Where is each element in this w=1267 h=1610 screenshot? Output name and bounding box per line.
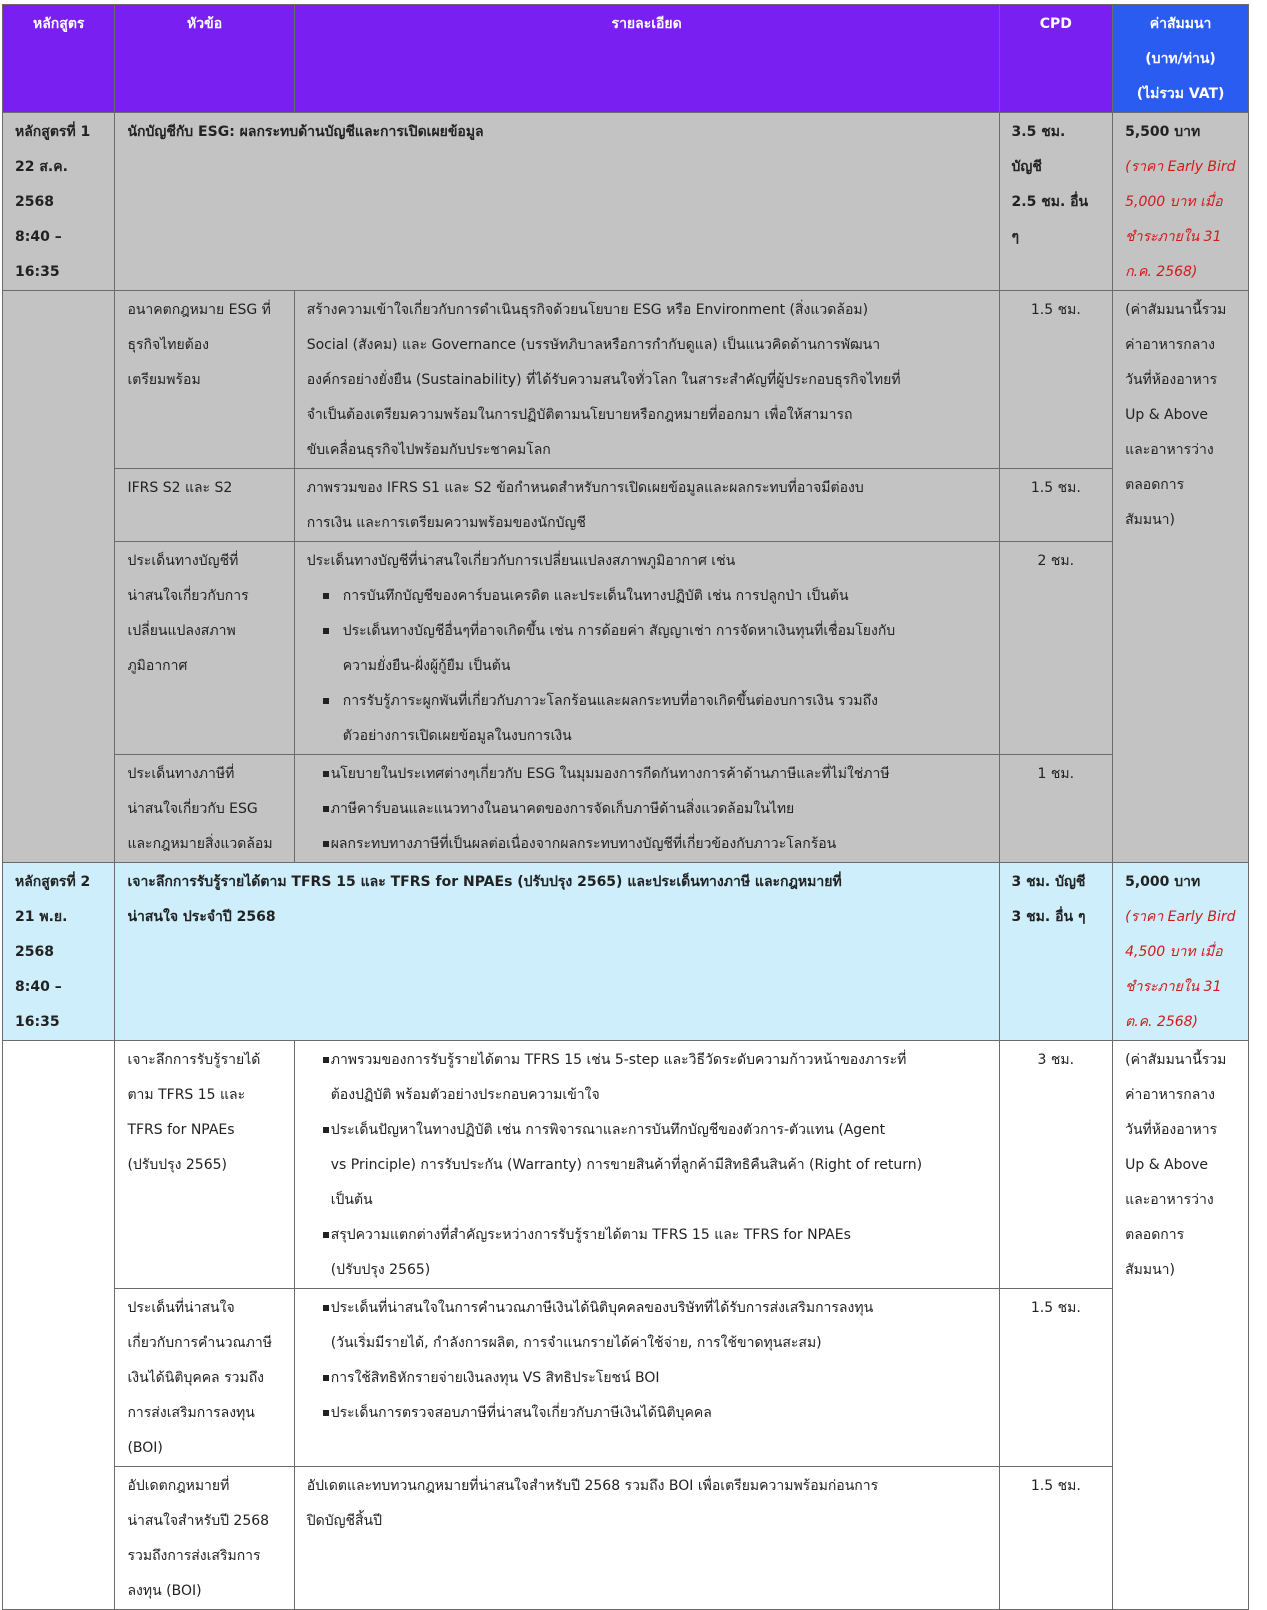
course2-price: 5,000 บาท (ราคา Early Bird 4,500 บาท เมื่อ ชำระภายใน 31 ต.ค. 2568) xyxy=(1113,863,1249,1041)
course2-cpd: 3 ชม. บัญชี 3 ชม. อื่น ๆ xyxy=(999,863,1113,1041)
topic-name: อนาคตกฎหมาย ESG ที่ ธุรกิจไทยต้อง เตรียมพร้อม xyxy=(115,291,294,469)
topic-cpd: 3 ชม. xyxy=(999,1041,1113,1289)
bullet-item: นโยบายในประเทศต่างๆเกี่ยวกับ ESG ในมุมมองการกีดกันทางการค้าด้านภาษีและที่ไม่ใช่ภาษี xyxy=(307,757,987,792)
topic-cpd: 1 ชม. xyxy=(999,755,1113,863)
seminar-schedule-table xyxy=(2,4,1249,1610)
course2-topic-row xyxy=(3,1289,1249,1467)
course1-cpd: 3.5 ชม. บัญชี 2.5 ชม. อื่น ๆ xyxy=(999,113,1113,291)
topic-name: เจาะลึกการรับรู้รายได้ ตาม TFRS 15 และ TFRS for NPAEs (ปรับปรุง 2565) xyxy=(115,1041,294,1289)
bullet-list xyxy=(307,579,987,754)
topic-cpd: 1.5 ชม. xyxy=(999,1467,1113,1610)
topic-name: IFRS S2 และ S2 xyxy=(115,469,294,542)
topic-name: ประเด็นทางภาษีที่ น่าสนใจเกี่ยวกับ ESG และกฎหมายสิ่งแวดล้อม xyxy=(115,755,294,863)
course2-topic-row xyxy=(3,1041,1249,1289)
topic-cpd: 2 ชม. xyxy=(999,542,1113,755)
course1-row xyxy=(3,113,1249,291)
course1-fee-note: (ค่าสัมมนานี้รวม ค่าอาหารกลาง วันที่ห้องอาหาร Up & Above และอาหารว่าง ตลอดการ สัมมนา) xyxy=(1113,291,1249,863)
bullet-item: การใช้สิทธิหักรายจ่ายเงินลงทุน VS สิทธิประโยชน์ BOI xyxy=(307,1361,987,1396)
bullet-item: ประเด็นการตรวจสอบภาษีที่น่าสนใจเกี่ยวกับภาษีเงินได้นิติบุคคล xyxy=(307,1396,987,1431)
topic-detail: สร้างความเข้าใจเกี่ยวกับการดำเนินธุรกิจด้วยนโยบาย ESG หรือ Environment (สิ่งแวดล้อม) Social (สังคม) และ Governance (บรรษัทภิบาลหรือการกำกับดูแล) เป็นแนวคิดด้านการพัฒนา องค์กรอย่างยั่งยืน (Sustainability) ที่ได้รับความสนใจทั่วโลก ในสาระสำคัญที่ผู้ประกอบธุรกิจไทยที่ จำเป็นต้องเตรียมความพร้อมในการปฏิบัติตามนโยบายหรือกฎหมายที่ออกมา เพื่อให้สามารถ ขับเคลื่อนธุรกิจไปพร้อมกับประชาคมโลก xyxy=(294,291,999,469)
topic-detail: ภาพรวมของ IFRS S1 และ S2 ข้อกำหนดสำหรับการเปิดเผยข้อมูลและผลกระทบที่อาจมีต่องบ การเงิน และการเตรียมความพร้อมของนักบัญชี xyxy=(294,469,999,542)
course1-blank-cell xyxy=(3,291,115,863)
header-cpd: CPD xyxy=(999,5,1113,113)
topic-detail: ประเด็นทางบัญชีที่น่าสนใจเกี่ยวกับการเปลี่ยนแปลงสภาพภูมิอากาศ เช่น การบันทึกบัญชีของคาร์บอนเครดิต และประเด็นในทางปฏิบัติ เช่น การปลูกป่า เป็นต้น ประเด็นทางบัญชีอื่นๆที่อาจเกิดขึ้น เช่น การด้อยค่า สัญญาเช่า การจัดหาเงินทุนที่เชื่อมโยงกับ ความยั่งยืน-ฝั่งผู้กู้ยืม เป็นต้น การรับรู้ภาระผูกพันที่เกี่ยวกับภาวะโลกร้อนและผลกระทบที่อาจเกิดขึ้นต่องบการเงิน รวมถึง ตัวอย่างการเปิดเผยข้อมูลในงบการเงิน xyxy=(294,542,999,755)
topic-name: ประเด็นที่น่าสนใจ เกี่ยวกับการคำนวณภาษี เงินได้นิติบุคคล รวมถึง การส่งเสริมการลงทุน (BOI) xyxy=(115,1289,294,1467)
bullet-item: ประเด็นทางบัญชีอื่นๆที่อาจเกิดขึ้น เช่น การด้อยค่า สัญญาเช่า การจัดหาเงินทุนที่เชื่อมโยงกับ ความยั่งยืน-ฝั่งผู้กู้ยืม เป็นต้น xyxy=(307,614,987,684)
bullet-item: การรับรู้ภาระผูกพันที่เกี่ยวกับภาวะโลกร้อนและผลกระทบที่อาจเกิดขึ้นต่องบการเงิน รวมถึง ตัวอย่างการเปิดเผยข้อมูลในงบการเงิน xyxy=(307,684,987,754)
topic-detail: อัปเดตและทบทวนกฎหมายที่น่าสนใจสำหรับปี 2568 รวมถึง BOI เพื่อเตรียมความพร้อมก่อนการ ปิดบัญชีสิ้นปี xyxy=(294,1467,999,1610)
topic-detail xyxy=(294,1289,999,1467)
header-row xyxy=(3,5,1249,113)
bullet-item: ภาษีคาร์บอนและแนวทางในอนาคตของการจัดเก็บภาษีด้านสิ่งแวดล้อมในไทย xyxy=(307,792,987,827)
course2-fee-note: (ค่าสัมมนานี้รวม ค่าอาหารกลาง วันที่ห้องอาหาร Up & Above และอาหารว่าง ตลอดการ สัมมนา) xyxy=(1113,1041,1249,1610)
bullet-list xyxy=(307,757,987,862)
course1-price: 5,500 บาท (ราคา Early Bird 5,000 บาท เมื่อ ชำระภายใน 31 ก.ค. 2568) xyxy=(1113,113,1249,291)
course2-title: เจาะลึกการรับรู้รายได้ตาม TFRS 15 และ TFRS for NPAEs (ปรับปรุง 2565) และประเด็นทางภาษี และกฎหมายที่ น่าสนใจ ประจำปี 2568 xyxy=(115,863,999,1041)
topic-cpd: 1.5 ชม. xyxy=(999,1289,1113,1467)
bullet-item: ภาพรวมของการรับรู้รายได้ตาม TFRS 15 เช่น 5-step และวิธีวัดระดับความก้าวหน้าของภาระที่ ต้องปฏิบัติ พร้อมตัวอย่างประกอบความเข้าใจ xyxy=(307,1043,987,1113)
course1-topic-row xyxy=(3,469,1249,542)
header-topic: หัวข้อ xyxy=(115,5,294,113)
bullet-item: ประเด็นที่น่าสนใจในการคำนวณภาษีเงินได้นิติบุคคลของบริษัทที่ได้รับการส่งเสริมการลงทุน (วันเริ่มมีรายได้, กำลังการผลิต, การจำแนกรายได้ค่าใช้จ่าย, การใช้ขาดทุนสะสม) xyxy=(307,1291,987,1361)
bullet-item: การบันทึกบัญชีของคาร์บอนเครดิต และประเด็นในทางปฏิบัติ เช่น การปลูกป่า เป็นต้น xyxy=(307,579,987,614)
bullet-item: ผลกระทบทางภาษีที่เป็นผลต่อเนื่องจากผลกระทบทางบัญชีที่เกี่ยวข้องกับภาวะโลกร้อน xyxy=(307,827,987,862)
course2-topic-row xyxy=(3,1467,1249,1610)
topic-cpd: 1.5 ชม. xyxy=(999,291,1113,469)
bullet-item: ประเด็นปัญหาในทางปฏิบัติ เช่น การพิจารณาและการบันทึกบัญชีของตัวการ-ตัวแทน (Agent vs Principle) การรับประกัน (Warranty) การขายสินค้าที่ลูกค้ามีสิทธิคืนสินค้า (Right of return) เป็นต้น xyxy=(307,1113,987,1218)
course1-topic-row xyxy=(3,755,1249,863)
course1-title: นักบัญชีกับ ESG: ผลกระทบด้านบัญชีและการเปิดเผยข้อมูล xyxy=(115,113,999,291)
topic-name: อัปเดตกฎหมายที่ น่าสนใจสำหรับปี 2568 รวมถึงการส่งเสริมการ ลงทุน (BOI) xyxy=(115,1467,294,1610)
topic-detail xyxy=(294,1041,999,1289)
course1-topic-row xyxy=(3,542,1249,755)
course1-topic-row xyxy=(3,291,1249,469)
bullet-item: สรุปความแตกต่างที่สำคัญระหว่างการรับรู้รายได้ตาม TFRS 15 และ TFRS for NPAEs (ปรับปรุง 2565) xyxy=(307,1218,987,1288)
course2-info: หลักสูตรที่ 2 21 พ.ย. 2568 8:40 – 16:35 xyxy=(3,863,115,1041)
bullet-list xyxy=(307,1291,987,1431)
topic-cpd: 1.5 ชม. xyxy=(999,469,1113,542)
topic-name: ประเด็นทางบัญชีที่ น่าสนใจเกี่ยวกับการ เปลี่ยนแปลงสภาพ ภูมิอากาศ xyxy=(115,542,294,755)
course2-blank-cell xyxy=(3,1041,115,1610)
header-fee: ค่าสัมมนา (บาท/ท่าน) (ไม่รวม VAT) xyxy=(1113,5,1249,113)
header-detail: รายละเอียด xyxy=(294,5,999,113)
course1-info: หลักสูตรที่ 1 22 ส.ค. 2568 8:40 – 16:35 xyxy=(3,113,115,291)
bullet-list xyxy=(307,1043,987,1288)
header-course: หลักสูตร xyxy=(3,5,115,113)
topic-detail xyxy=(294,755,999,863)
course2-row xyxy=(3,863,1249,1041)
